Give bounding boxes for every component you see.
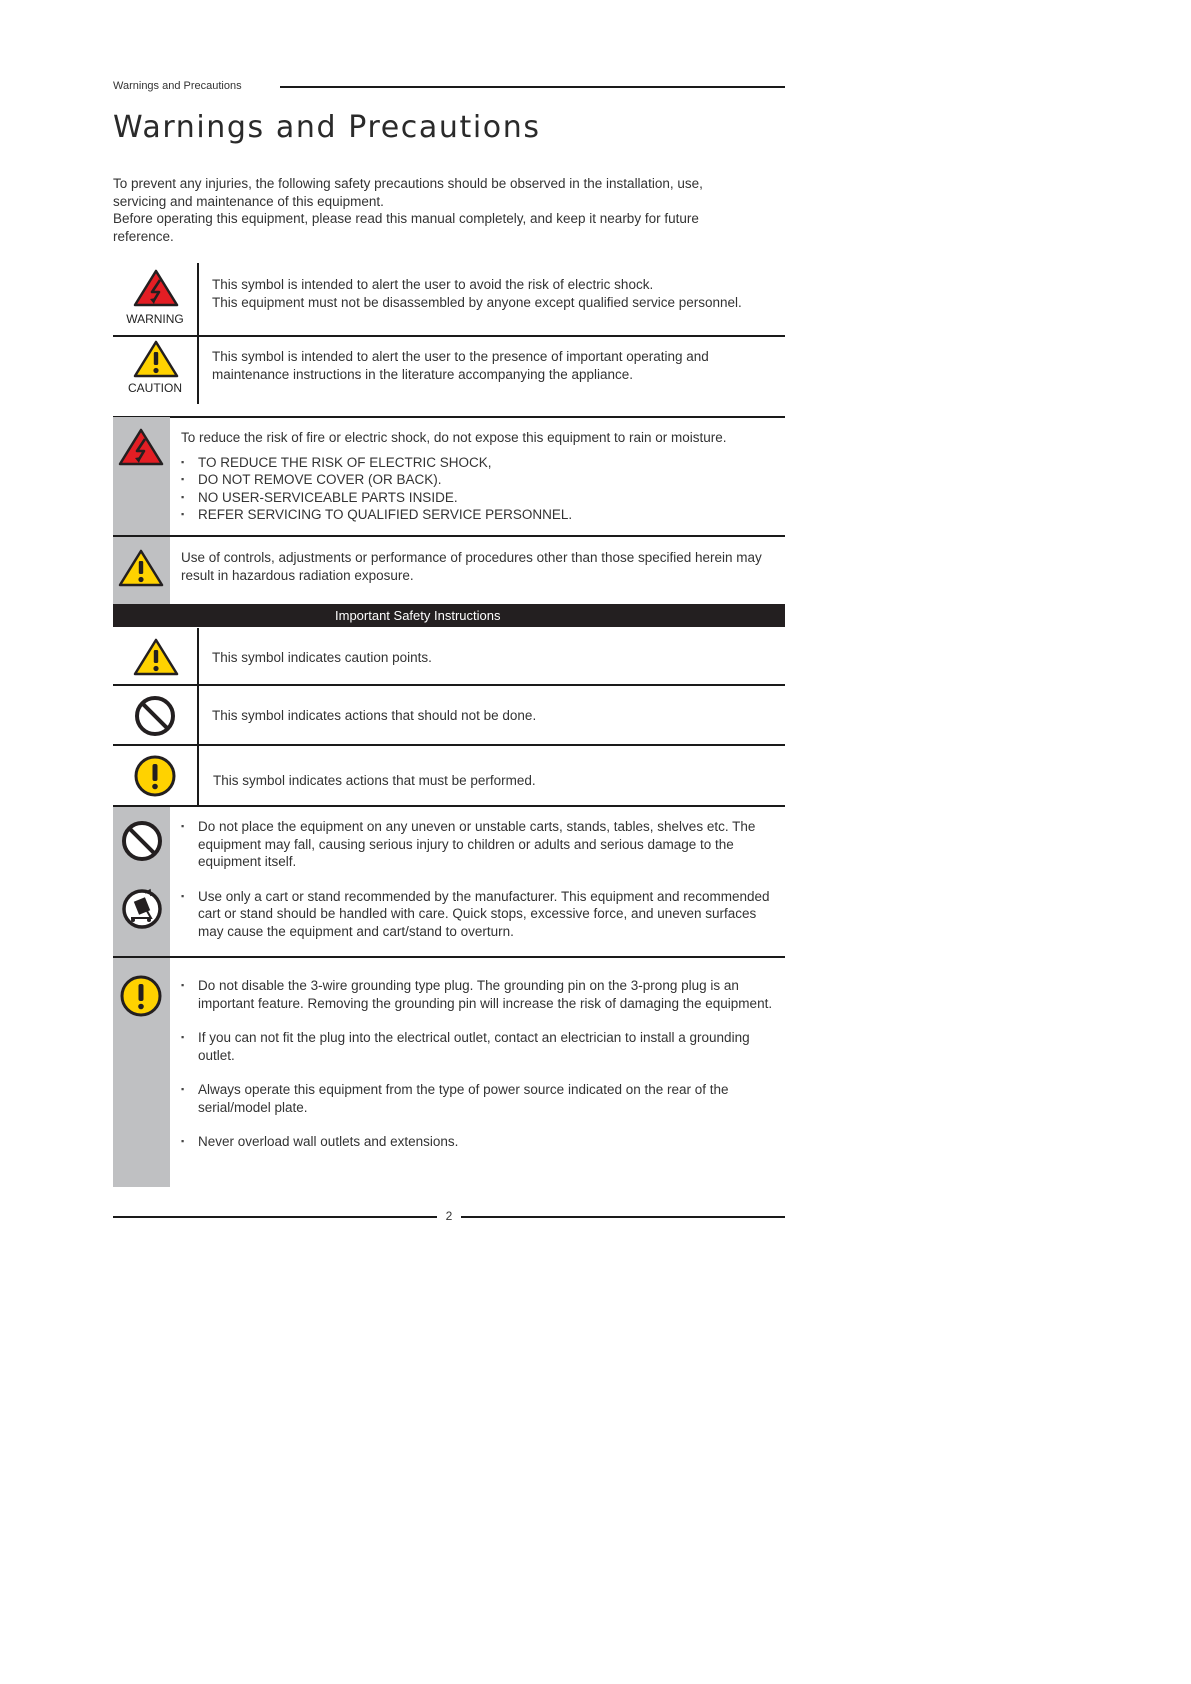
symbol-description: This symbol is intended to alert the user to the presence of important operating and maintenance instructions in the literature accompanying the appliance. [212, 349, 709, 382]
legend-description: This symbol indicates caution points. [212, 650, 432, 665]
grounding-precautions-block [113, 958, 785, 1187]
gray-icon-bar [113, 958, 170, 1187]
list-item: ▪ Do not disable the 3-wire grounding type plug. The grounding pin on the 3-prong plug is an important feature. Removing the grounding pin will increase the risk of damaging the equipment. [181, 977, 775, 1012]
grounding-precautions-text [181, 977, 775, 1151]
symbol-icon-cell [113, 336, 199, 404]
intro-paragraph: To prevent any injuries, the following safety precautions should be observed in the installation, use, servicing and maintenance of this equipment. [113, 176, 703, 209]
list-item: ▪ REFER SERVICING TO QUALIFIED SERVICE PERSONNEL. [181, 506, 775, 524]
footer-rule [461, 1216, 785, 1218]
symbol-label: CAUTION [128, 381, 182, 395]
safety-instructions-header [113, 604, 785, 627]
caution-icon [133, 340, 179, 378]
list-item: ▪ Use only a cart or stand recommended by the manufacturer. This equipment and recommended cart or stand should be handled with care. Quick stops, excessive force, and uneven surfaces may cause the equipment and cart/stand to overturn. [181, 888, 775, 941]
running-header [113, 80, 785, 96]
shock-warning-lead: To reduce the risk of fire or electric shock, do not expose this equipment to rain or moisture. [181, 430, 727, 445]
list-item: ▪ Do not place the equipment on any uneven or unstable carts, stands, tables, shelves etc. The equipment may fall, causing serious injury to children or adults and serious damage to the equipment itself. [181, 818, 775, 871]
prohibited-icon [133, 694, 177, 738]
intro-paragraph: Before operating this equipment, please read this manual completely, and keep it nearby for future reference. [113, 211, 699, 244]
caution-symbol-row [113, 336, 785, 404]
mandatory-icon [119, 974, 163, 1018]
placement-precautions-text [181, 818, 775, 940]
warning-symbol-row [113, 263, 785, 335]
shock-warning-text [181, 429, 775, 524]
radiation-caution-text: Use of controls, adjustments or performance of procedures other than those specified herein may result in hazardous radiation exposure. [181, 550, 762, 583]
legend-row-mandatory [113, 746, 785, 806]
radiation-caution-block [113, 537, 785, 604]
caution-icon [118, 549, 164, 587]
list-item: ▪ NO USER-SERVICEABLE PARTS INSIDE. [181, 489, 775, 507]
legend-row-caution [113, 628, 785, 685]
gray-icon-bar [113, 537, 170, 604]
footer-rule [113, 1216, 437, 1218]
electric-shock-warning-icon [118, 428, 164, 466]
symbol-icon-cell [113, 628, 199, 685]
grounding-precautions-list [181, 977, 775, 1151]
intro-text [113, 175, 753, 245]
shock-warning-list [181, 454, 775, 524]
placement-precautions-list [181, 818, 775, 940]
caution-icon [133, 638, 179, 676]
cart-tip-over-icon [120, 887, 164, 931]
header-rule [280, 86, 785, 88]
shock-warning-block [113, 417, 785, 535]
section-header-label: Important Safety Instructions [335, 608, 501, 623]
symbol-icon-cell [113, 263, 199, 335]
description-line: This equipment must not be disassembled by anyone except qualified service personnel. [212, 294, 742, 310]
mandatory-icon [133, 754, 177, 798]
legend-row-prohibited [113, 686, 785, 744]
list-item: ▪ TO REDUCE THE RISK OF ELECTRIC SHOCK, [181, 454, 775, 472]
legend-description: This symbol indicates actions that should not be done. [212, 708, 537, 723]
prohibited-icon [120, 819, 164, 863]
list-item: ▪ DO NOT REMOVE COVER (OR BACK). [181, 471, 775, 489]
gray-icon-bar [113, 417, 170, 535]
symbol-icon-cell [113, 746, 199, 806]
header-section-label: Warnings and Precautions [113, 80, 242, 92]
list-item: ▪ Always operate this equipment from the type of power source indicated on the rear of the serial/model plate. [181, 1081, 775, 1116]
legend-description: This symbol indicates actions that must be performed. [213, 773, 536, 788]
symbol-label: WARNING [126, 312, 184, 326]
gray-icon-bar [113, 807, 170, 956]
placement-precautions-block [113, 807, 785, 956]
list-item: ▪ If you can not fit the plug into the electrical outlet, contact an electrician to install a grounding outlet. [181, 1029, 775, 1064]
symbol-description [212, 276, 775, 311]
description-line: This symbol is intended to alert the user to avoid the risk of electric shock. [212, 277, 654, 292]
electric-shock-warning-icon [133, 269, 179, 307]
page-number: 2 [445, 1209, 453, 1223]
page-title: Warnings and Precautions [113, 110, 541, 145]
list-item: ▪ Never overload wall outlets and extensions. [181, 1133, 775, 1151]
symbol-icon-cell [113, 686, 199, 744]
